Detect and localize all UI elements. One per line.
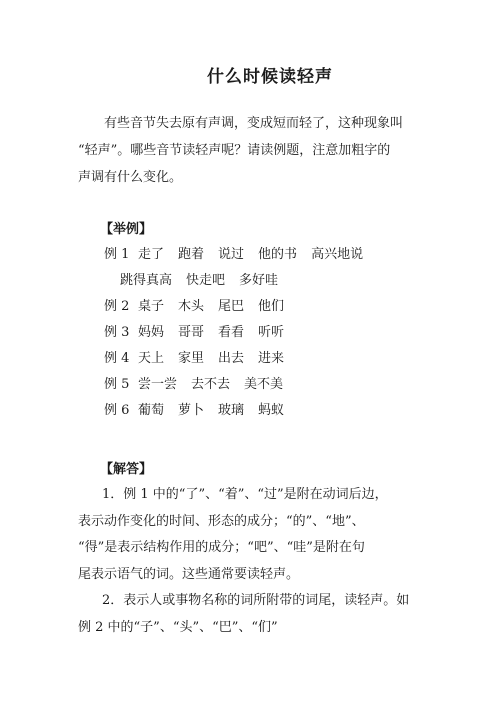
example-word: 他们	[258, 299, 285, 314]
example-word: 他的书	[258, 247, 298, 262]
example-word: 进来	[258, 351, 285, 366]
example-word: 玻璃	[218, 403, 245, 418]
example-label: 例 6	[104, 403, 130, 418]
example-line	[104, 294, 377, 320]
example-label: 例 1	[104, 247, 130, 262]
example-word: 高兴地说	[311, 247, 364, 262]
example-word: 妈妈	[138, 325, 165, 340]
example-word: 跳得真高	[120, 273, 173, 288]
intro-line: 有些音节失去原有声调，变成短而轻了，这种现象叫	[104, 116, 404, 131]
example-word: 多好哇	[239, 273, 279, 288]
example-line	[104, 398, 377, 424]
example-word: 出去	[218, 351, 245, 366]
intro-paragraph	[78, 110, 438, 191]
example-label: 例 3	[104, 325, 130, 340]
answer-line: 例 2 中的“子”、“头”、“巴”、“们”	[78, 619, 278, 635]
example-word: 天上	[138, 351, 165, 366]
answer-line: 尾表示语气的词。这些通常要读轻声。	[78, 566, 300, 582]
example-label: 例 2	[104, 299, 130, 314]
examples-list	[104, 242, 377, 424]
example-word: 去不去	[191, 377, 231, 392]
example-label: 例 5	[104, 377, 130, 392]
example-label: 例 4	[104, 351, 130, 366]
page-title: 什么时候读轻声	[207, 67, 333, 87]
answers-heading: 【解答】	[100, 462, 153, 477]
example-line	[104, 320, 377, 346]
example-word: 美不美	[244, 377, 284, 392]
example-word: 桌子	[138, 299, 165, 314]
example-word: 看看	[218, 325, 245, 340]
example-word: 蚂蚁	[258, 403, 285, 418]
answer-line: “得”是表示结构作用的成分；“吧”、“哇”是附在句	[78, 540, 365, 555]
example-line	[104, 268, 377, 294]
answers-paragraph	[78, 482, 438, 641]
example-line	[104, 372, 377, 398]
examples-heading: 【举例】	[100, 222, 153, 237]
example-word: 葡萄	[138, 403, 165, 418]
answer-line: 表示动作变化的时间、形态的成分；“的”、“地”、	[78, 513, 365, 529]
example-word: 说过	[218, 247, 245, 262]
example-line	[104, 242, 377, 268]
example-word: 哥哥	[178, 325, 205, 340]
answer-line: 2．表示人或事物名称的词所附带的词尾，读轻声。如	[102, 593, 410, 608]
example-word: 木头	[178, 299, 205, 314]
example-word: 跑着	[178, 247, 205, 262]
example-word: 尝一尝	[138, 377, 178, 392]
example-word: 快走吧	[186, 273, 226, 288]
example-word: 听听	[258, 325, 285, 340]
example-word: 走了	[138, 247, 165, 262]
intro-line: “轻声”。哪些音节读轻声呢？请读例题，注意加粗字的	[78, 143, 391, 158]
example-word: 家里	[178, 351, 205, 366]
example-line	[104, 346, 377, 372]
intro-line: 声调有什么变化。	[78, 170, 183, 185]
example-word: 萝卜	[178, 403, 205, 418]
example-word: 尾巴	[218, 299, 245, 314]
answer-line: 1．例 1 中的“了”、“着”、“过”是附在动词后边，	[102, 487, 388, 502]
